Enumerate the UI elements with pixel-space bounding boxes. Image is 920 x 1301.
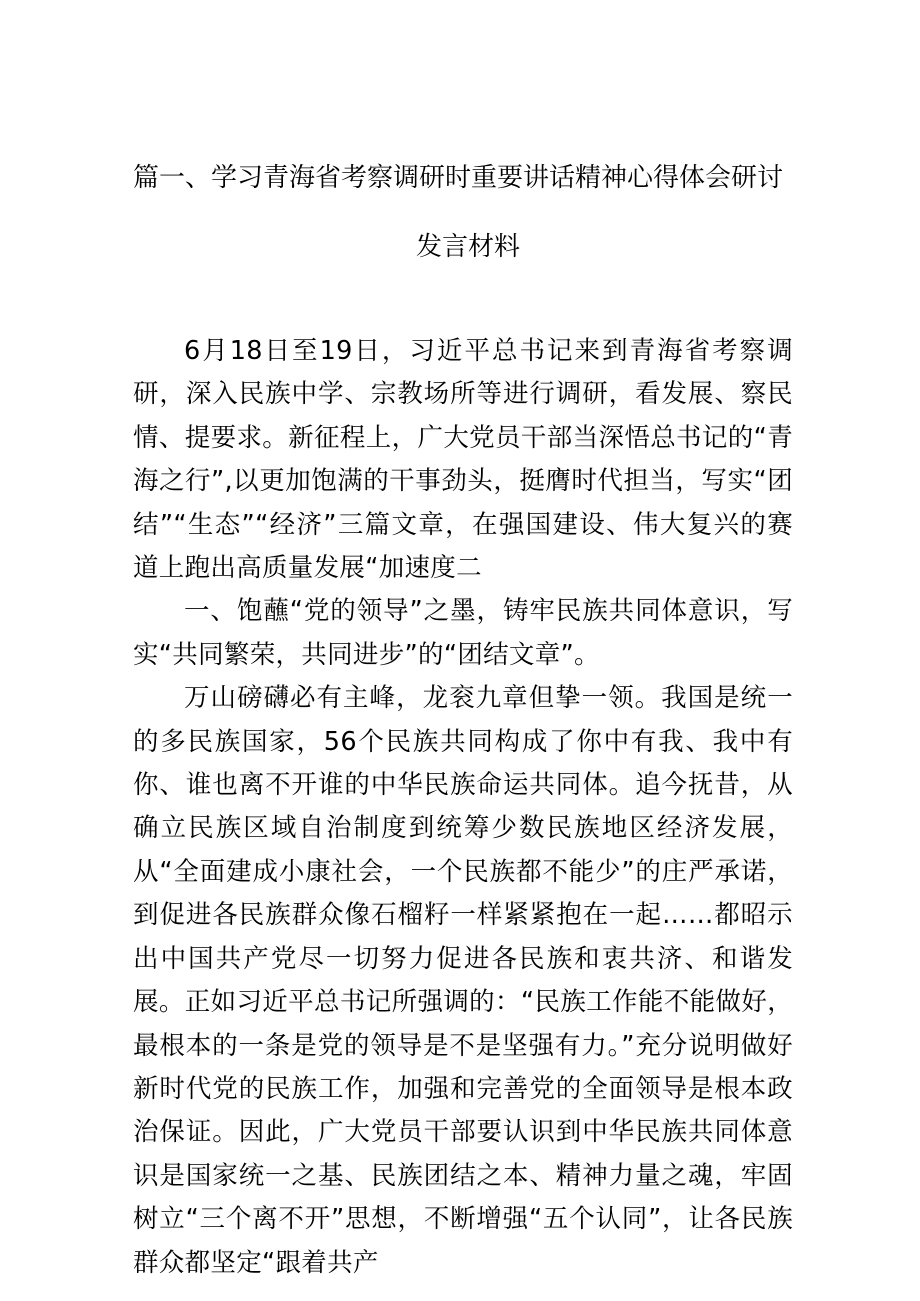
paragraph-section-body: 万山磅礴必有主峰，龙衮九章但挚一领。我国是统一的多民族国家，56个民族共同构成了你中有我、我中有你、谁也离不开谁的中华民族命运共同体。追今抚昔，从确立民族区域自治制度到统筹少数民族地区经济发展，从“全面建成小康社会，一个民族都不能少”的庄严承诺，到促进各民族群众像石榴籽一样紧紧抱在一起……都昭示出中国共产党尽一切努力促进各民族和衷共济、和谐发展。正如习近平总书记所强调的：“民族工作能不能做好，最根本的一条是党的领导是不是坚强有力。”充分说明做好新时代党的民族工作，加强和完善党的全面领导是根本政治保证。因此，广大党员干部要认识到中华民族共同体意识是国家统一之基、民族团结之本、精神力量之魂，牢固树立“三个离不开”思想，不断增强“五个认同”，让各民族群众都坚定“跟着共产 xyxy=(133,683,793,1278)
paragraph-section-heading: 一、饱蘸“党的领导”之墨，铸牢民族共同体意识，写实“共同繁荣，共同进步”的“团结文章”。 xyxy=(133,596,793,670)
document-body xyxy=(133,330,793,1285)
document-title-line-2: 发言材料 xyxy=(416,232,521,262)
paragraph-intro: 6月18日至19日，习近平总书记来到青海省考察调研，深入民族中学、宗教场所等进行调研，看发展、察民情、提要求。新征程上，广大党员干部当深悟总书记的“青海之行”,以更加饱满的干事劲头，挺膺时代担当，写实“团结”“生态”“经济”三篇文章，在强国建设、伟大复兴的赛道上跑出高质量发展“加速度二 xyxy=(133,336,793,584)
document-title-line-1: 篇一、学习青海省考察调研时重要讲话精神心得体会研讨 xyxy=(133,163,784,193)
